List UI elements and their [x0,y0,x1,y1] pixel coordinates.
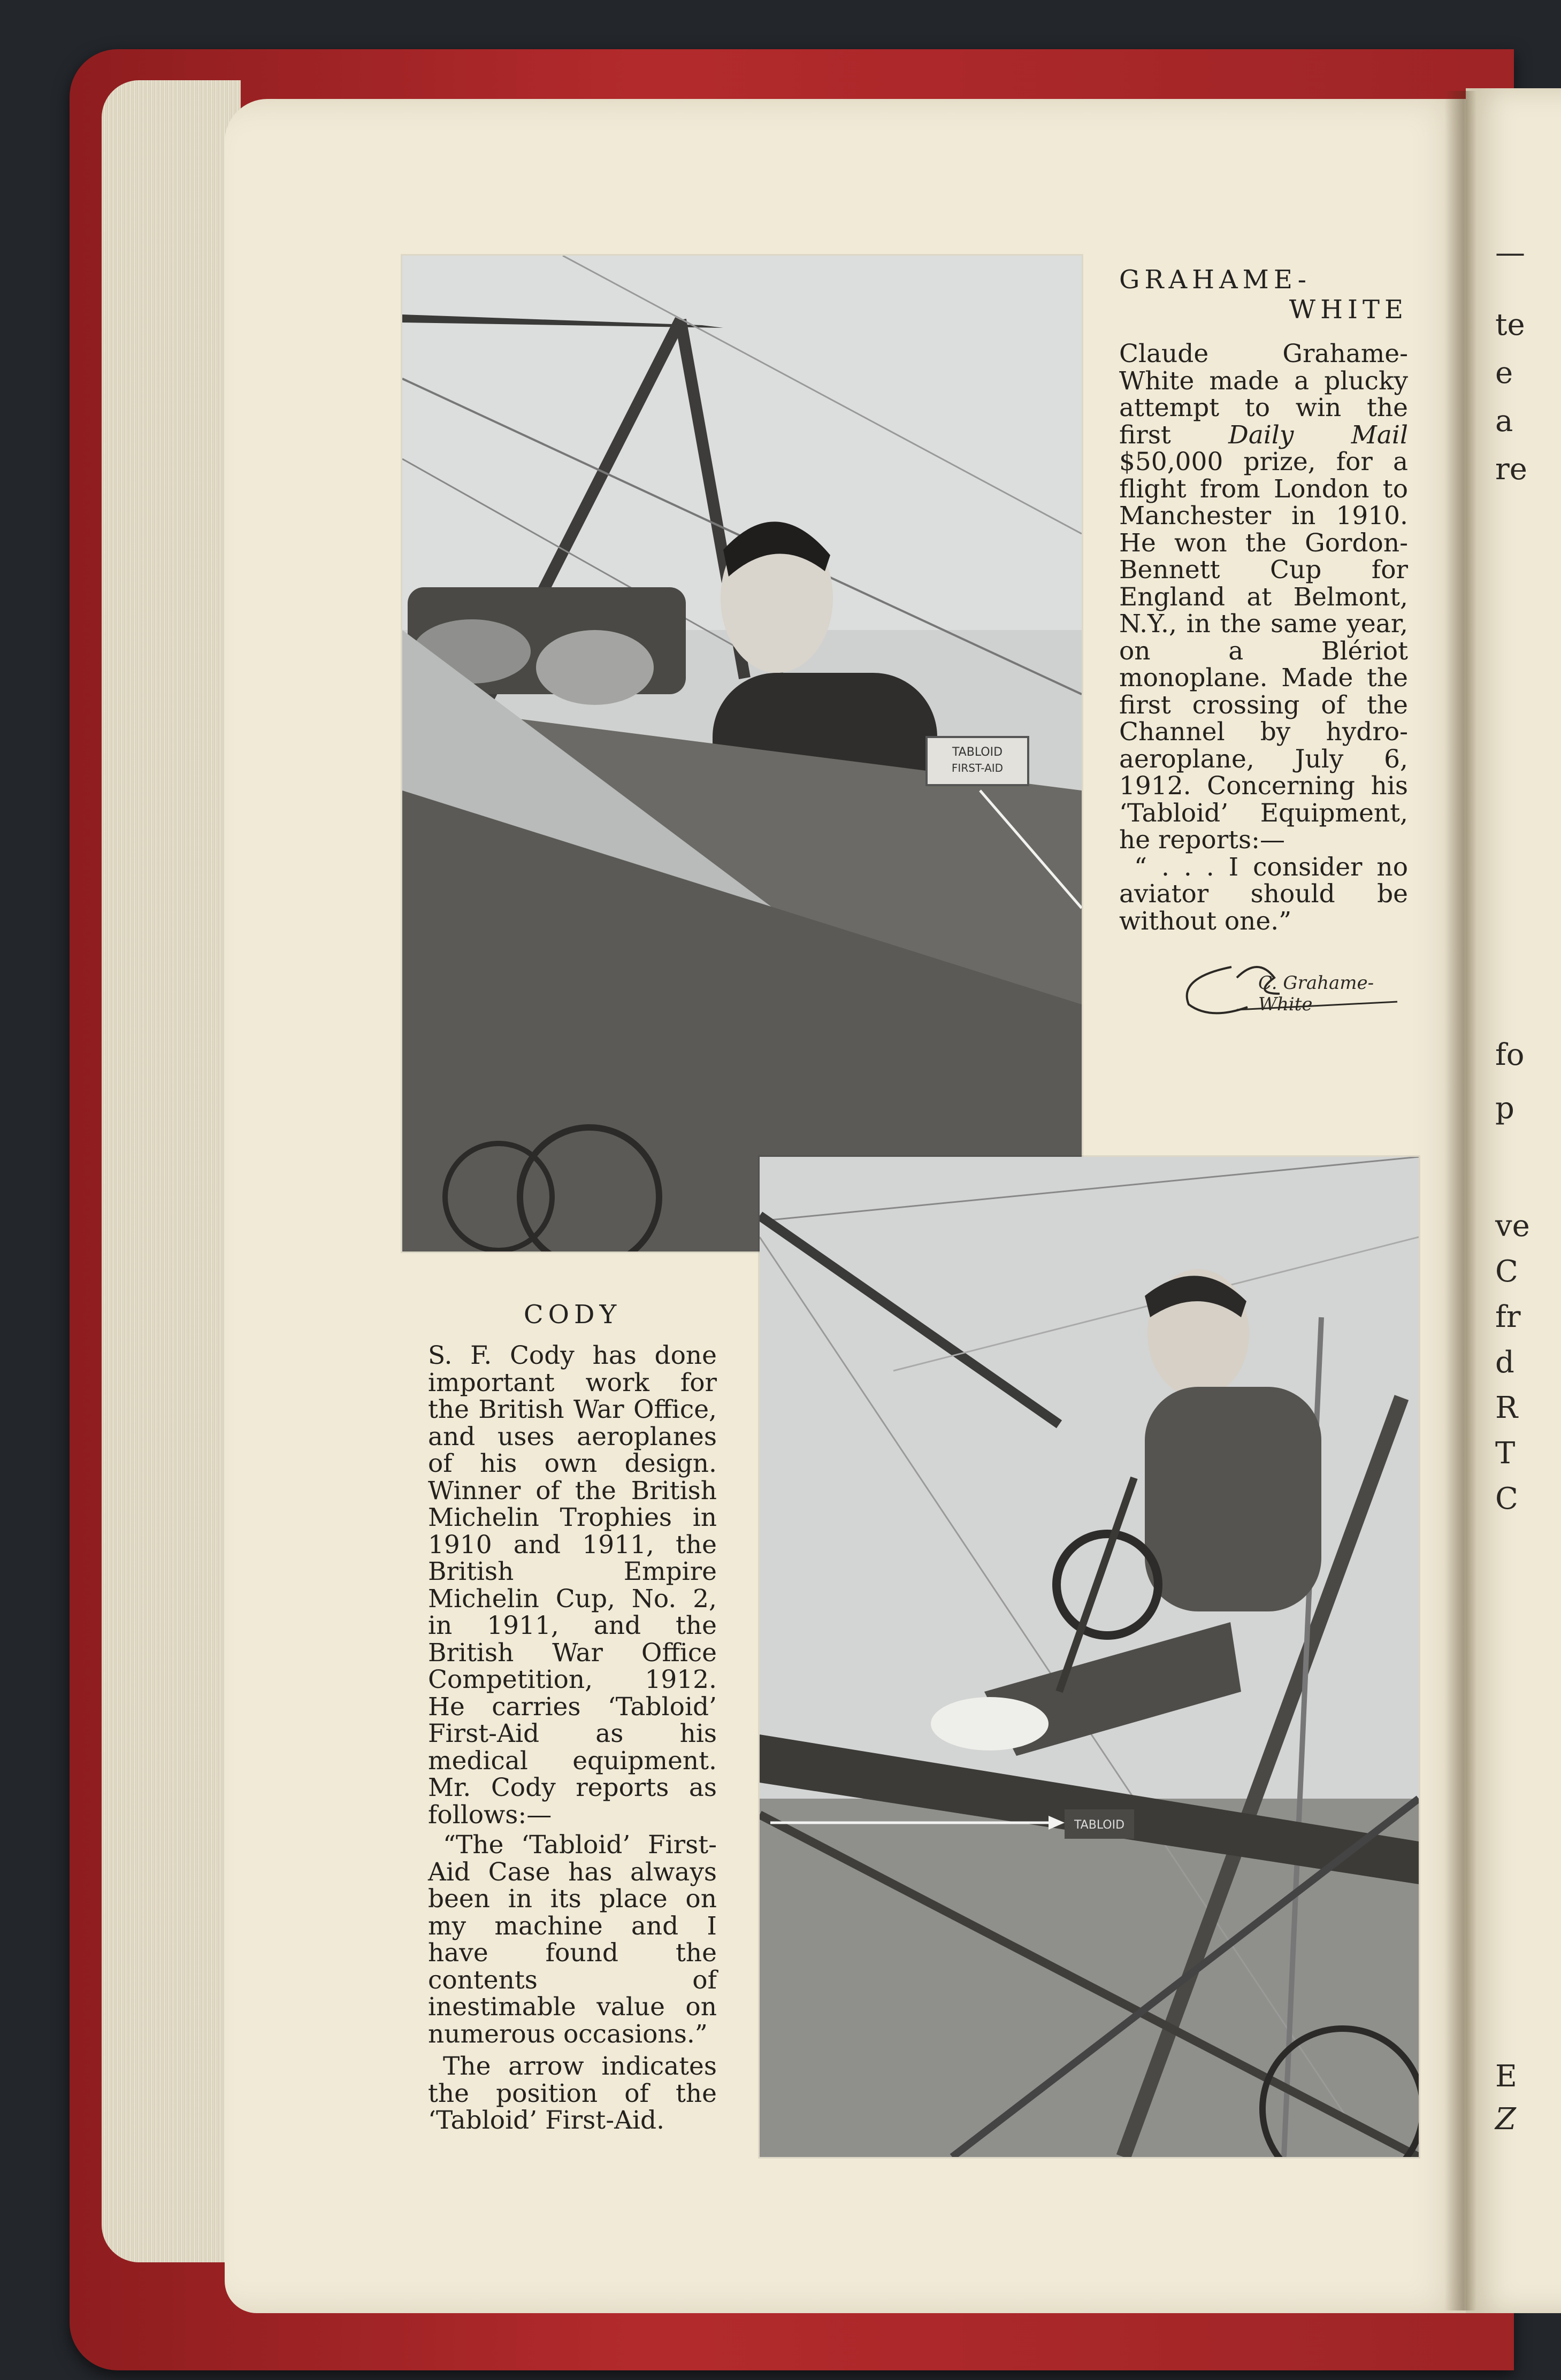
right-page-fragment: — [1495,235,1525,270]
right-page-fragment: E [1495,2059,1517,2094]
photo-cody [760,1157,1419,2157]
cody-biplane-illustration [760,1157,1419,2157]
right-page-fragment: fo [1495,1038,1525,1072]
right-page-fragment: te [1495,308,1525,342]
cody-heading: CODY [523,1300,622,1330]
right-page [1466,88,1561,2313]
right-page-fragment: p [1495,1091,1514,1126]
cody-quote: “The ‘Tabloid’ First-Aid Case has always been in its place on my machine and I have found the contents of inestimable value on numerous occasions.” [428,1830,717,2049]
right-page-fragment: re [1495,452,1527,487]
right-page-fragment: C [1495,1254,1518,1289]
grahame-white-heading-line1: GRAHAME- [1119,265,1311,295]
right-page-fragment: C [1495,1481,1518,1516]
gutter-shadow [1444,91,1476,2310]
cody-body-text [428,1342,717,2135]
grahame-white-signature [1173,956,1403,1026]
cody-section [428,1300,717,2135]
right-page-fragment: R [1495,1391,1518,1425]
case-label-line1: TABLOID [952,746,1003,759]
case-label-line2: FIRST-AID [951,762,1004,774]
grahame-white-heading-line2: WHITE [1289,295,1408,325]
grahame-white-body [1119,341,1408,935]
signature-text: C. Grahame-White [1258,972,1374,1015]
right-page-fragment: fr [1495,1300,1521,1334]
grahame-white-section [1119,265,1408,1026]
right-page-fragment: ve [1495,1209,1530,1243]
grahame-white-body-part1: Claude Grahame-White made a plucky attempt to win the first [1119,339,1408,450]
right-page-fragment: Z [1495,2102,1516,2137]
right-page-fragment: T [1495,1436,1516,1471]
photo-grahame-white [402,256,1082,1252]
cody-note: The arrow indicates the position of the ‘Tabloid’ First-Aid. [428,2052,717,2135]
daily-mail-title: Daily Mail [1228,420,1408,450]
right-page-fragment: d [1495,1345,1514,1380]
cody-body: S. F. Cody has done important work for the British War Office, and uses aeroplanes of his own design. Winner of the British Michelin Trophies in 1910 and 1911, the British Empire Michelin Cup, No. 2, in 1911, and the British War Office Competition, 1912. He carries ‘Tabloid’ First-Aid as his medical equipment. Mr. Cody reports as follows:— [428,1341,717,1830]
grahame-white-monoplane-illustration [402,256,1082,1252]
cody-case-label: TABLOID [1074,1818,1125,1832]
grahame-white-quote: “ . . . I consider no aviator should be without one.” [1119,852,1408,936]
right-page-fragment: e [1495,356,1513,390]
page-edges [102,80,241,2262]
grahame-white-body-part2: $50,000 prize, for a flight from London to Manchester in 1910. He won the Gordon-Bennett Cup for England at Belmont, N.Y., in the same year, on a Blériot monoplane. Made the first crossing of the Channel by hydro-aeroplane, July 6, 1912. Concerning his ‘Tabloid’ Equipment, he reports:— [1119,447,1408,855]
right-page-fragment: a [1495,404,1513,439]
